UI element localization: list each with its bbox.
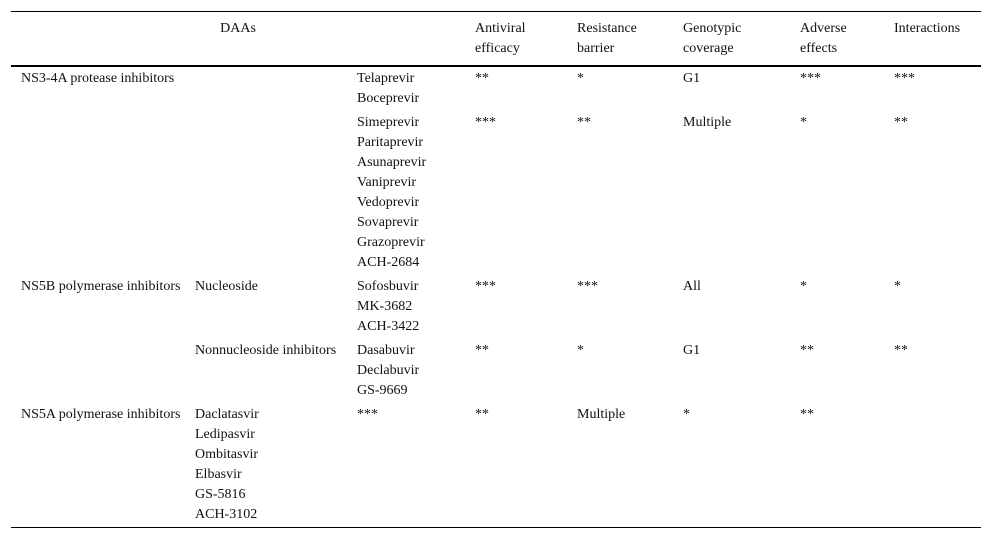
interactions-cell: ** [894, 343, 909, 358]
genotypic-coverage-cell: G1 [683, 343, 701, 358]
table-row [11, 403, 981, 528]
rating-cell: Multiple [577, 407, 626, 422]
drug-name: GS-9669 [357, 383, 408, 398]
drug-list-cell [347, 275, 465, 339]
drug-class-cell: NS3-4A protease inhibitors [21, 71, 175, 86]
drug-name: Vaniprevir [357, 175, 417, 190]
drug-list-cell [347, 339, 465, 403]
drug-name: Dasabuvir [357, 343, 415, 358]
table-row [11, 339, 981, 403]
drug-subclass-cell [185, 111, 347, 275]
drug-name: Sovaprevir [357, 215, 419, 230]
header-antiviral-efficacy: Antiviral efficacy [475, 21, 526, 56]
genotypic-coverage-cell: Multiple [683, 115, 732, 130]
drug-name: Telaprevir [357, 71, 415, 86]
header-resistance-barrier: Resistance barrier [577, 21, 637, 56]
table-row [11, 275, 981, 339]
drug-class-cell: NS5B polymerase inhibitors [21, 279, 181, 294]
drug-list-cell [347, 66, 465, 111]
drug-name: Declabuvir [357, 363, 420, 378]
header-row [11, 12, 981, 67]
table-row [11, 66, 981, 111]
drug-name: ACH-3422 [357, 319, 420, 334]
drug-name: MK-3682 [357, 299, 413, 314]
drug-name: Simeprevir [357, 115, 420, 130]
drug-name: GS-5816 [195, 487, 246, 502]
rating-cell: ** [800, 407, 815, 422]
resistance-barrier-cell: * [577, 343, 585, 358]
rating-cell: * [683, 407, 691, 422]
daa-comparison-table [11, 11, 981, 528]
drug-name: Paritaprevir [357, 135, 424, 150]
drug-name: Elbasvir [195, 467, 242, 482]
resistance-barrier-cell: * [577, 71, 585, 86]
adverse-effects-cell: * [800, 279, 808, 294]
drug-name: ACH-3102 [195, 507, 258, 522]
header-adverse-effects: Adverse effects [800, 21, 847, 56]
adverse-effects-cell: ** [800, 343, 815, 358]
rating-cell: ** [475, 407, 490, 422]
drug-name: Daclatasvir [195, 407, 259, 422]
resistance-barrier-cell: ** [577, 115, 592, 130]
header-genotypic-coverage: Genotypic coverage [683, 21, 742, 56]
drug-name: Vedoprevir [357, 195, 420, 210]
adverse-effects-cell: *** [800, 71, 822, 86]
drug-class-cell: NS5A polymerase inhibitors [21, 407, 181, 422]
antiviral-efficacy-cell: *** [475, 279, 497, 294]
drug-name: Ombitasvir [195, 447, 258, 462]
drug-class-cell [11, 111, 185, 275]
drug-subclass-cell [185, 66, 347, 111]
drug-name: Grazoprevir [357, 235, 425, 250]
header-interactions: Interactions [894, 21, 961, 36]
rating-cell: *** [357, 407, 378, 422]
rating-cell [884, 403, 981, 528]
drug-list-cell [347, 111, 465, 275]
antiviral-efficacy-cell: ** [475, 343, 490, 358]
drug-subclass-cell: Nucleoside [195, 279, 258, 294]
resistance-barrier-cell: *** [577, 279, 599, 294]
drug-name: Sofosbuvir [357, 279, 419, 294]
table-row [11, 111, 981, 275]
drug-class-cell [11, 339, 185, 403]
genotypic-coverage-cell: All [683, 279, 701, 294]
antiviral-efficacy-cell: *** [475, 115, 497, 130]
header-daas: DAAs [220, 21, 256, 36]
interactions-cell: *** [894, 71, 916, 86]
drug-name: Asunaprevir [357, 155, 427, 170]
interactions-cell: * [894, 279, 902, 294]
interactions-cell: ** [894, 115, 909, 130]
genotypic-coverage-cell: G1 [683, 71, 701, 86]
drug-subclass-cell: Nonnucleoside inhibitors [195, 343, 337, 358]
adverse-effects-cell: * [800, 115, 808, 130]
drug-name: ACH-2684 [357, 255, 420, 270]
drug-name: Ledipasvir [195, 427, 255, 442]
drug-name: Boceprevir [357, 91, 420, 106]
antiviral-efficacy-cell: ** [475, 71, 490, 86]
drug-list-cell [185, 403, 347, 528]
